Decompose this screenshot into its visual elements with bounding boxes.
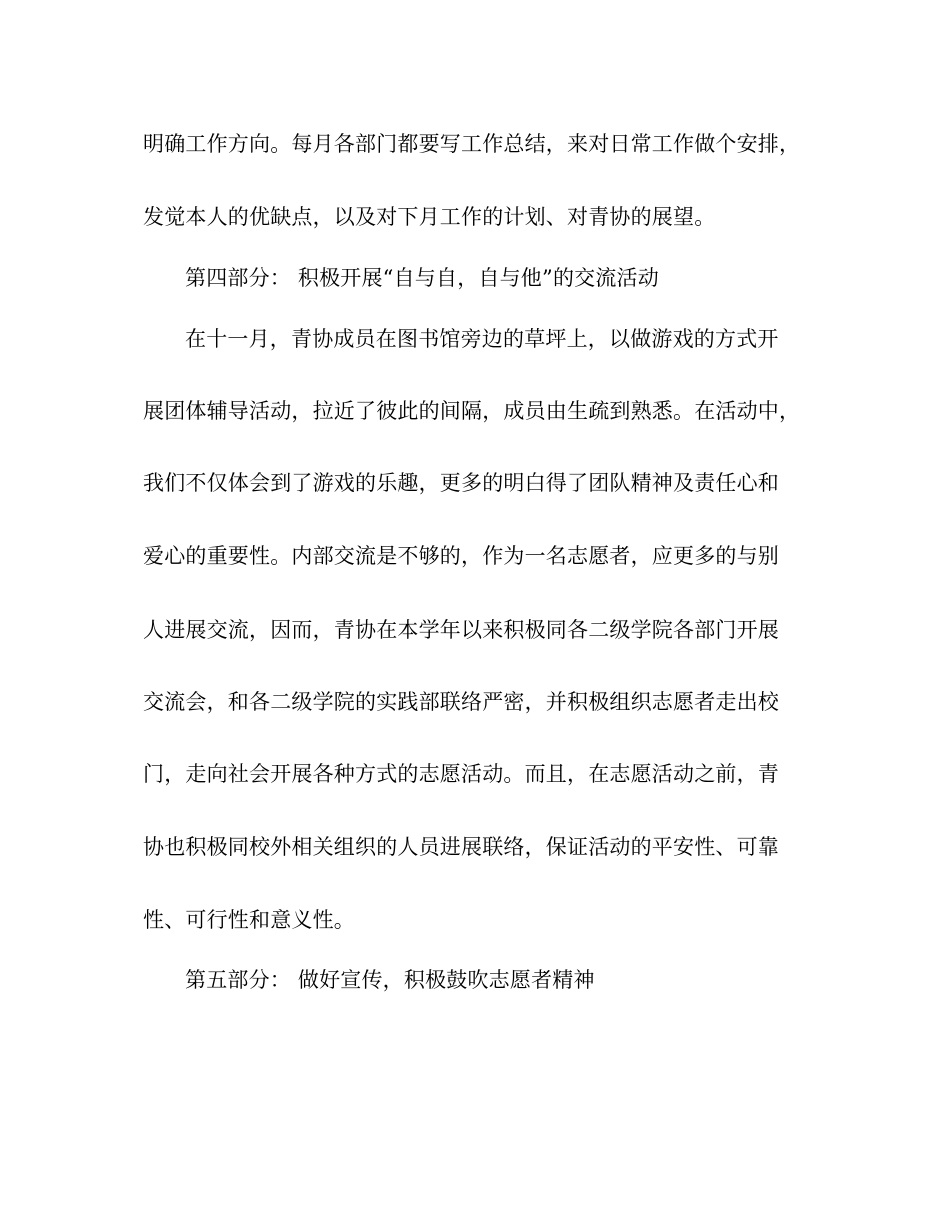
paragraph-line: 门，走向社会开展各种方式的志愿活动。而且，在志愿活动之前，青 — [143, 762, 779, 786]
paragraph-line: 我们不仅体会到了游戏的乐趣，更多的明白得了团队精神及责任心和 — [143, 471, 779, 495]
paragraph-line: 人进展交流，因而，青协在本学年以来积极同各二级学院各部门开展 — [143, 618, 779, 642]
paragraph-line: 交流会，和各二级学院的实践部联络严密，并积极组织志愿者走出校 — [143, 690, 779, 714]
paragraph-line: 在十一月，青协成员在图书馆旁边的草坪上，以做游戏的方式开 — [185, 327, 779, 351]
paragraph-line: 展团体辅导活动，拉近了彼此的间隔，成员由生疏到熟悉。在活动中， — [143, 399, 801, 423]
paragraph-line: 爱心的重要性。内部交流是不够的，作为一名志愿者，应更多的与别 — [143, 544, 779, 568]
section-heading-5: 第五部分： 做好宣传，积极鼓吹志愿者精神 — [185, 968, 595, 992]
paragraph-line: 明确工作方向。每月各部门都要写工作总结，来对日常工作做个安排， — [143, 132, 801, 156]
paragraph-line: 性、可行性和意义性。 — [143, 908, 355, 932]
paragraph-line: 协也积极同校外相关组织的人员进展联络，保证活动的平安性、可靠 — [143, 835, 779, 859]
paragraph-line: 发觉本人的优缺点，以及对下月工作的计划、对青协的展望。 — [143, 205, 716, 229]
section-heading-4: 第四部分： 积极开展“自与自，自与他”的交流活动 — [185, 266, 659, 290]
